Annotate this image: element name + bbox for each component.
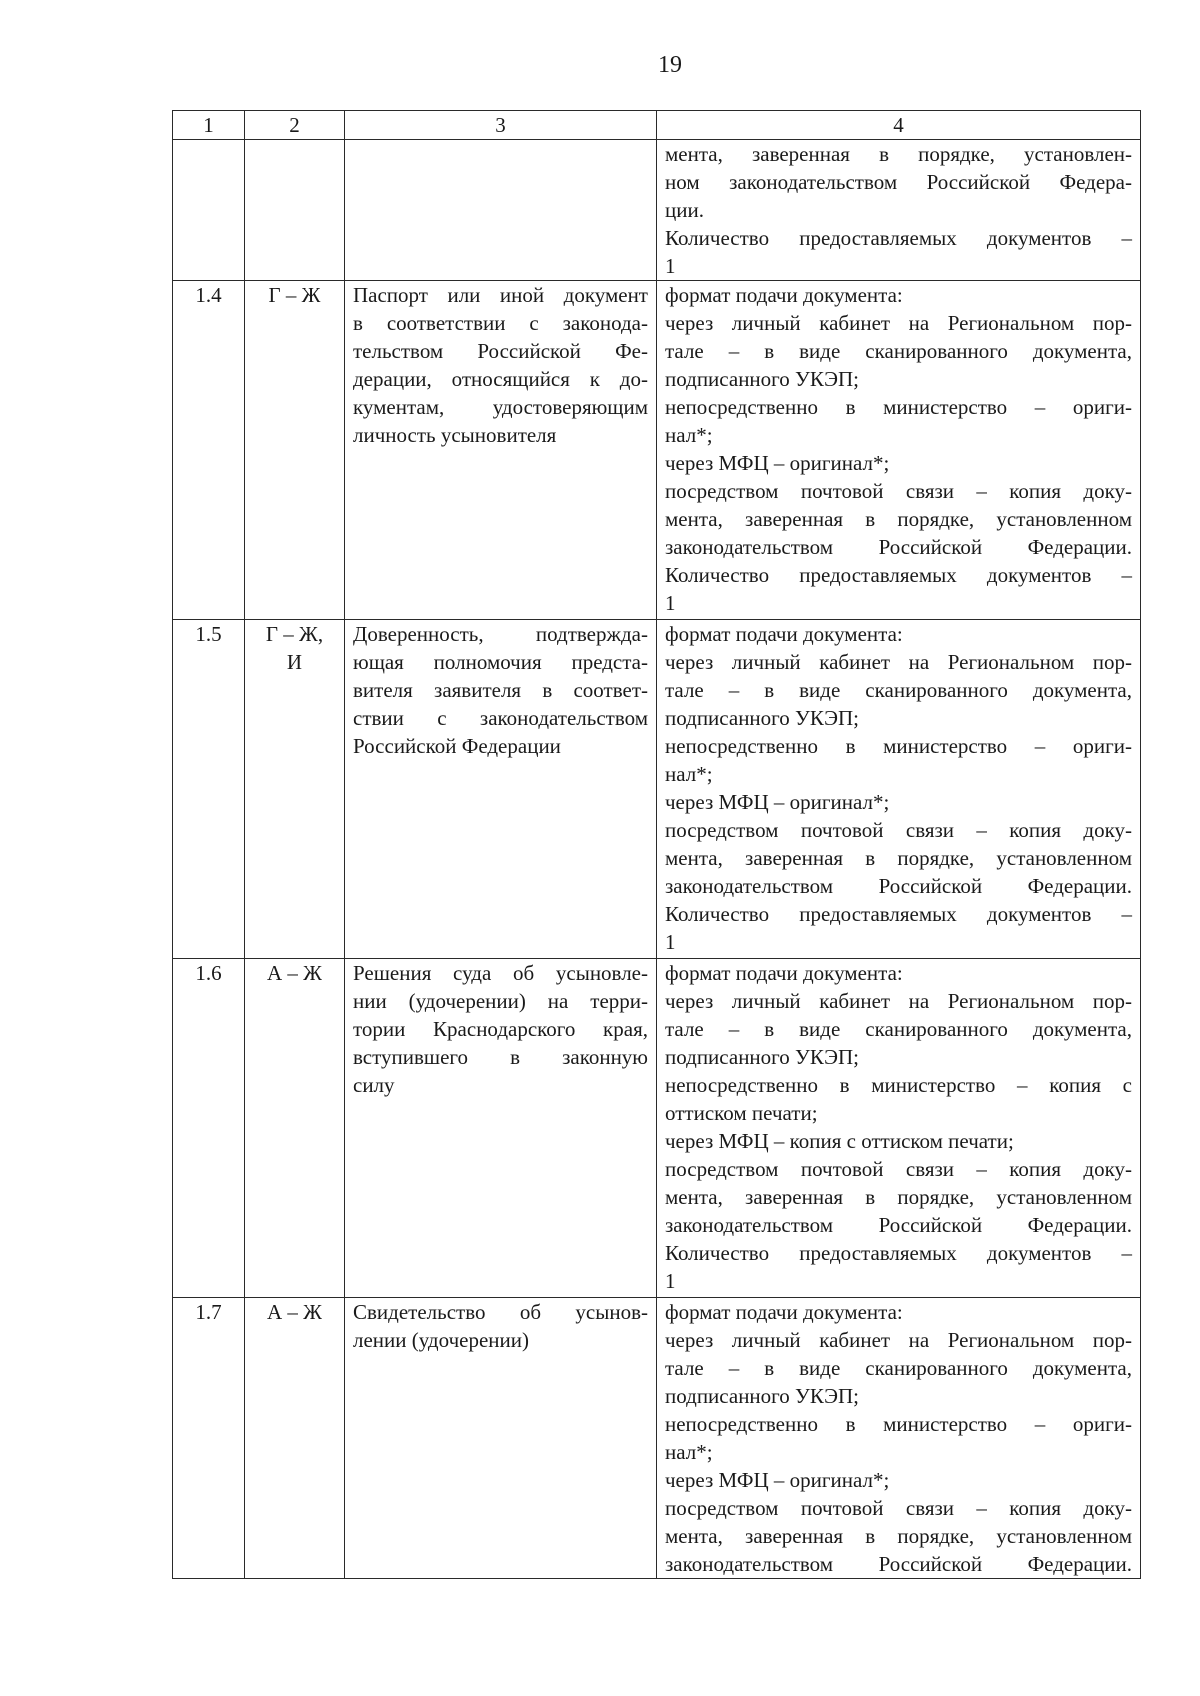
name-line: тории Краснодарского края, [353, 1017, 648, 1041]
format-line: через МФЦ – оригинал*; [665, 1468, 890, 1492]
name-line: Российской Федерации [353, 734, 561, 758]
column-header-2: 2 [245, 111, 345, 140]
format-line: ции. [665, 198, 704, 222]
name-line: Решения суда об усыновле- [353, 961, 648, 985]
page-number: 19 [658, 52, 682, 78]
format-line: мента, заверенная в порядке, установлен- [665, 142, 1132, 166]
category-cell: А – Ж [245, 959, 345, 1298]
table-row-continuation [173, 140, 1141, 281]
format-line: непосредственно в министерство – копия с [665, 1073, 1132, 1097]
format-line: мента, заверенная в порядке, установленном [665, 1524, 1132, 1548]
name-line: кументам, удостоверяющим [353, 395, 648, 419]
submission-format-cell [657, 140, 1141, 281]
document-name-cell [345, 1298, 657, 1579]
format-line: подписанного УКЭП; [665, 367, 860, 391]
format-line: законодательством Российской Федерации. [665, 874, 1132, 898]
format-line: Количество предоставляемых документов – [665, 1241, 1132, 1265]
format-line: тале – в виде сканированного документа, [665, 678, 1132, 702]
format-line: формат подачи документа: [665, 283, 903, 307]
format-line: посредством почтовой связи – копия доку- [665, 818, 1132, 842]
submission-format-cell [657, 959, 1141, 1298]
format-line: подписанного УКЭП; [665, 1384, 860, 1408]
format-line: через личный кабинет на Региональном пор- [665, 989, 1132, 1013]
format-line: через МФЦ – копия с оттиском печати; [665, 1129, 1014, 1153]
format-line: через МФЦ – оригинал*; [665, 790, 890, 814]
category-cell [245, 140, 345, 281]
format-line: непосредственно в министерство – ориги- [665, 395, 1132, 419]
format-line: посредством почтовой связи – копия доку- [665, 1157, 1132, 1181]
submission-format-cell [657, 1298, 1141, 1579]
category-line: Г – Ж, [265, 622, 324, 646]
column-header-4: 4 [657, 111, 1141, 140]
format-line: формат подачи документа: [665, 622, 903, 646]
format-line: мента, заверенная в порядке, установленном [665, 1185, 1132, 1209]
format-line: тале – в виде сканированного документа, [665, 1356, 1132, 1380]
name-line: в соответствии с законода- [353, 311, 648, 335]
format-line: формат подачи документа: [665, 961, 903, 985]
format-line: нал*; [665, 762, 713, 786]
format-line: через личный кабинет на Региональном пор- [665, 1328, 1132, 1352]
format-line: Количество предоставляемых документов – [665, 563, 1132, 587]
format-line: тале – в виде сканированного документа, [665, 1017, 1132, 1041]
format-line: непосредственно в министерство – ориги- [665, 1412, 1132, 1436]
format-line: подписанного УКЭП; [665, 1045, 860, 1069]
table-row-1-7 [173, 1298, 1141, 1579]
format-line: законодательством Российской Федерации. [665, 1552, 1132, 1576]
format-line: посредством почтовой связи – копия доку- [665, 1496, 1132, 1520]
row-number-cell [173, 140, 245, 281]
submission-format-cell [657, 281, 1141, 620]
format-line: законодательством Российской Федерации. [665, 535, 1132, 559]
format-line: подписанного УКЭП; [665, 706, 860, 730]
row-number-cell: 1.4 [173, 281, 245, 620]
format-line: Количество предоставляемых документов – [665, 226, 1132, 250]
format-line: через МФЦ – оригинал*; [665, 451, 890, 475]
format-line: 1 [665, 591, 676, 615]
format-line: законодательством Российской Федерации. [665, 1213, 1132, 1237]
table-row-1-6 [173, 959, 1141, 1298]
column-header-1: 1 [173, 111, 245, 140]
format-line: мента, заверенная в порядке, установленном [665, 846, 1132, 870]
name-line: лении (удочерении) [353, 1328, 529, 1352]
name-line: вителя заявителя в соответ- [353, 678, 648, 702]
format-line: оттиском печати; [665, 1101, 818, 1125]
name-line: Доверенность, подтвержда- [353, 622, 648, 646]
document-name-cell [345, 620, 657, 959]
name-line: Свидетельство об усынов- [353, 1300, 648, 1324]
name-line: ствии с законодательством [353, 706, 648, 730]
name-line: вступившего в законную [353, 1045, 648, 1069]
category-line: И [286, 650, 303, 674]
format-line: Количество предоставляемых документов – [665, 902, 1132, 926]
row-number-cell: 1.5 [173, 620, 245, 959]
format-line: непосредственно в министерство – ориги- [665, 734, 1132, 758]
format-line: формат подачи документа: [665, 1300, 903, 1324]
format-line: нал*; [665, 423, 713, 447]
table-row-1-4 [173, 281, 1141, 620]
row-number-cell: 1.7 [173, 1298, 245, 1579]
format-line: посредством почтовой связи – копия доку- [665, 479, 1132, 503]
name-line: личность усыновителя [353, 423, 557, 447]
name-line: нии (удочерении) на терри- [353, 989, 648, 1013]
format-line: тале – в виде сканированного документа, [665, 339, 1132, 363]
document-name-cell [345, 140, 657, 281]
format-line: 1 [665, 930, 676, 954]
table-row-1-5 [173, 620, 1141, 959]
format-line: 1 [665, 1269, 676, 1293]
table-header [173, 111, 1141, 140]
format-line: через личный кабинет на Региональном пор- [665, 650, 1132, 674]
documents-table [172, 110, 1141, 1579]
format-line: нал*; [665, 1440, 713, 1464]
document-name-cell [345, 281, 657, 620]
submission-format-cell [657, 620, 1141, 959]
name-line: ющая полномочия предста- [353, 650, 648, 674]
category-cell: А – Ж [245, 1298, 345, 1579]
format-line: мента, заверенная в порядке, установленном [665, 507, 1132, 531]
row-number-cell: 1.6 [173, 959, 245, 1298]
document-name-cell [345, 959, 657, 1298]
name-line: Паспорт или иной документ [353, 283, 648, 307]
name-line: тельством Российской Фе- [353, 339, 648, 363]
name-line: силу [353, 1073, 395, 1097]
format-line: ном законодательством Российской Федера- [665, 170, 1132, 194]
category-cell: Г – Ж [245, 281, 345, 620]
format-line: 1 [665, 254, 676, 278]
name-line: дерации, относящийся к до- [353, 367, 648, 391]
category-cell [245, 620, 345, 959]
format-line: через личный кабинет на Региональном пор- [665, 311, 1132, 335]
column-header-3: 3 [345, 111, 657, 140]
